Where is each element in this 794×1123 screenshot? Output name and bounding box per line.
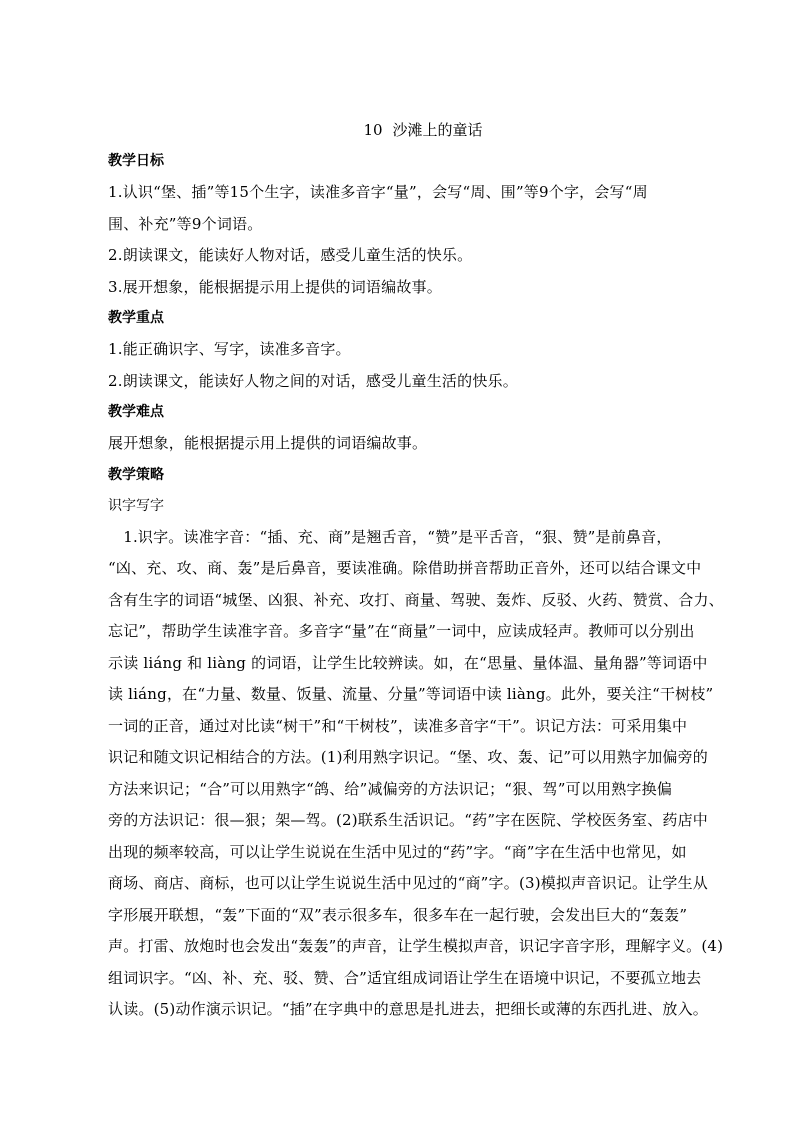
literacy-line: 商场、商店、商标，也可以让学生说说生活中见过的“商”字。(3)模拟声音识记。让学生从 [108,874,708,892]
document-page [108,114,738,1026]
literacy-line: 组词识字。“凶、补、充、驳、赞、合”适宜组成词语让学生在语境中识记，不要孤立地去 [108,968,702,987]
literacy-line: 字形展开联想，“轰”下面的“双”表示很多车，很多车在一起行驶，会发出巨大的“轰轰” [108,905,688,924]
goal-1-line-1: 1.认识“堡、插”等15个生字，读准多音字“量”，会写“周、围”等9个字，会写“周 [108,183,648,201]
key-points-heading: 教学重点 [108,310,164,326]
literacy-line: “凶、充、攻、商、轰”是后鼻音，要读准确。除借助拼音帮助正音外，还可以结合课文中 [108,559,702,577]
difficult-points-heading: 教学难点 [108,404,164,420]
literacy-line: 含有生字的词语“城堡、凶狠、补充、攻打、商量、驾驶、轰炸、反驳、火药、赞赏、合力、 [108,590,724,609]
literacy-line: 忘记”，帮助学生读准字音。多音字“量”在“商量”一词中，应读成轻声。教师可以分别出 [108,622,695,640]
literacy-line: 认读。(5)动作演示识记。“插”在字典中的意思是扎进去，把细长或薄的东西扎进、放入。 [108,1000,708,1018]
goal-1-line-2: 围、补充”等9个词语。 [108,214,263,233]
strategy-heading: 教学策略 [108,466,164,483]
key-point-2: 2.朗读课文，能读好人物之间的对话，感受儿童生活的快乐。 [108,371,518,390]
literacy-line: 声。打雷、放炮时也会发出“轰轰”的声音，让学生模拟声音，识记字音字形，理解字义。(4) [108,937,724,955]
difficult-point-1: 展开想象，能根据提示用上提供的词语编故事。 [108,434,428,452]
goal-3: 3.展开想象，能根据提示用上提供的词语编故事。 [108,277,442,296]
literacy-line: 出现的频率较高，可以让学生说说在生活中见过的“药”字。“商”字在生活中也常见，如 [108,842,687,861]
lesson-number: 10 [363,121,383,139]
literacy-body [108,522,738,1026]
literacy-line: 方法来识记；“合”可以用熟字“鸽、给”减偏旁的方法识记；“狠、驾”可以用熟字换偏 [108,779,673,798]
literacy-line: 示读 liáng 和 liàng 的词语，让学生比较辨读。如，在“思量、量体温、量角器”等词语中 [108,653,708,672]
literacy-line: 1.识字。读准字音：“插、充、商”是翘舌音，“赞”是平舌音，“狠、赞”是前鼻音， [108,527,672,546]
goal-2: 2.朗读课文，能读好人物对话，感受儿童生活的快乐。 [108,246,473,264]
literacy-line: 旁的方法识记：很—狠；架—驾。(2)联系生活识记。“药”字在医院、学校医务室、药店中 [108,811,708,829]
key-point-1: 1.能正确识字、写字，读准多音字。 [108,340,351,358]
literacy-line: 一词的正音，通过对比读“树干”和“干树枝”，读准多音字“干”。识记方法：可采用集中 [108,716,688,735]
lesson-title [108,114,738,146]
literacy-heading: 识字写字 [108,497,164,514]
literacy-line: 读 liáng，在“力量、数量、饭量、流量、分量”等词语中读 liàng。此外，要关注“干树枝” [108,685,714,703]
goals-heading: 教学日标 [108,153,164,169]
literacy-line: 识记和随文识记相结合的方法。(1)利用熟字识记。“堡、攻、轰、记”可以用熟字加偏旁的 [108,748,708,766]
lesson-title-text: 沙滩上的童话 [392,121,483,139]
